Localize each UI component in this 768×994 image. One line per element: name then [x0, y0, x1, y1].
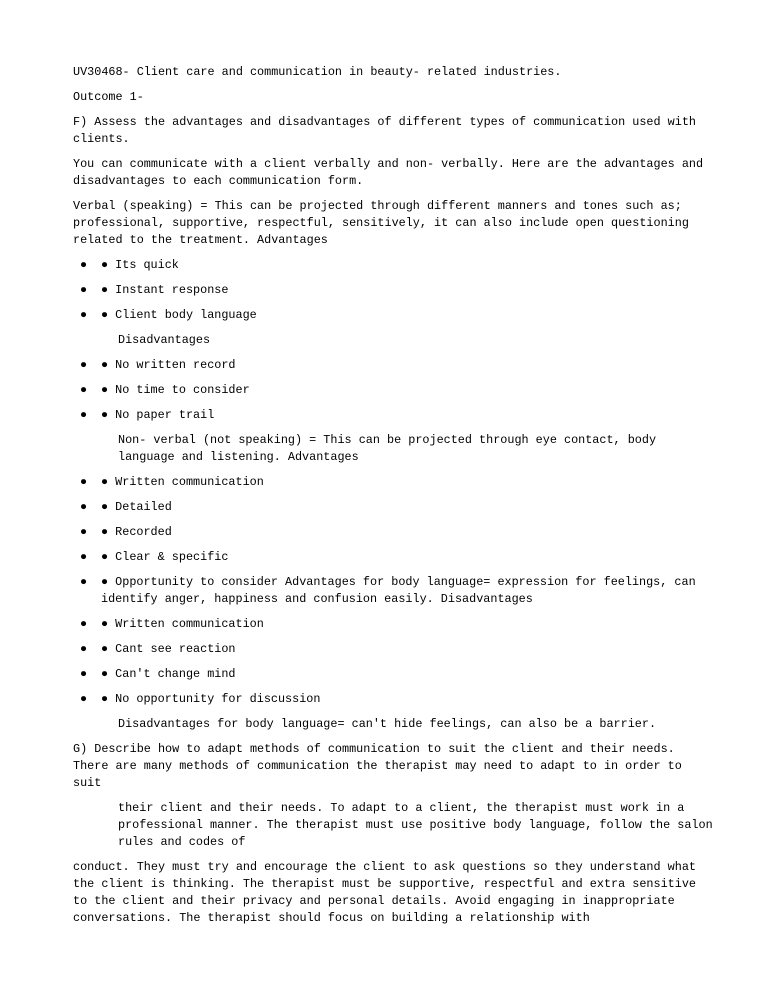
list-item: ● ● Recorded	[80, 525, 172, 539]
bullet-icon: ●	[80, 617, 88, 631]
list-item: ● ● Written communication	[80, 617, 264, 631]
body-language-disadvantages: Disadvantages for body language= can't hide feelings, can also be a barrier.	[118, 717, 657, 731]
list-item: ● ● Cant see reaction	[80, 642, 236, 656]
list-item: ● ● Clear & specific	[80, 550, 229, 564]
list-item: ● ● No opportunity for discussion	[80, 692, 321, 706]
bullet-icon: ●	[80, 525, 88, 539]
bullet-icon: ●	[80, 642, 88, 656]
section-g-paragraph-1: There are many methods of communication the therapist may need to adapt to in order to suit	[73, 759, 682, 790]
list-item: ● ● Written communication	[80, 475, 264, 489]
bullet-icon: ●	[80, 358, 88, 372]
intro-paragraph: You can communicate with a client verbally and non- verbally. Here are the advantages and disadvantages to each communication form.	[73, 157, 704, 188]
bullet-icon: ●	[80, 500, 88, 514]
list-item: ● ● Client body language	[80, 308, 257, 322]
section-f-heading: F) Assess the advantages and disadvantages of different types of communication used with clients.	[73, 115, 696, 146]
section-g-heading: G) Describe how to adapt methods of communication to suit the client and their needs.	[73, 742, 675, 756]
section-g-paragraph-2: their client and their needs. To adapt to a client, the therapist must work in a professional manner. The therapist must use positive body language, follow the salon rules and codes of	[118, 801, 713, 849]
list-item: ● ● Opportunity to consider Advantages for body language= expression for feelings, can identify anger, happiness and confusion easily. Disadvantages	[80, 575, 696, 606]
verbal-paragraph: Verbal (speaking) = This can be projected through different manners and tones such as; professional, supportive, respectful, sensitively, it can also include open questioning related to the treatment. Advantages	[73, 199, 689, 247]
document-title: UV30468- Client care and communication in beauty- related industries.	[73, 65, 562, 79]
bullet-icon: ●	[80, 550, 88, 564]
nonverbal-paragraph: Non- verbal (not speaking) = This can be projected through eye contact, body language and listening. Advantages	[118, 433, 657, 464]
disadvantages-label: Disadvantages	[118, 333, 211, 347]
bullet-icon: ●	[80, 283, 88, 297]
outcome-label: Outcome 1-	[73, 90, 144, 104]
list-item: ● ● No written record	[80, 358, 236, 372]
list-item: ● ● No time to consider	[80, 383, 250, 397]
bullet-icon: ●	[80, 692, 88, 706]
list-item: ● ● No paper trail	[80, 408, 215, 422]
bullet-icon: ●	[80, 475, 88, 489]
bullet-icon: ●	[80, 308, 88, 322]
bullet-icon: ●	[80, 258, 88, 272]
section-g-paragraph-3: conduct. They must try and encourage the client to ask questions so they understand what the client is thinking. The therapist must be supportive, respectful and extra sensitive to the client and their privacy and personal details. Avoid engaging in inappropriate conversations. The therapist should focus on building a relationship with	[73, 860, 696, 925]
bullet-icon: ●	[80, 667, 88, 681]
bullet-icon: ●	[80, 575, 88, 589]
list-item: ● ● Instant response	[80, 283, 229, 297]
list-item: ● ● Its quick	[80, 258, 179, 272]
bullet-icon: ●	[80, 383, 88, 397]
list-item: ● ● Detailed	[80, 500, 172, 514]
list-item: ● ● Can't change mind	[80, 667, 236, 681]
bullet-icon: ●	[80, 408, 88, 422]
